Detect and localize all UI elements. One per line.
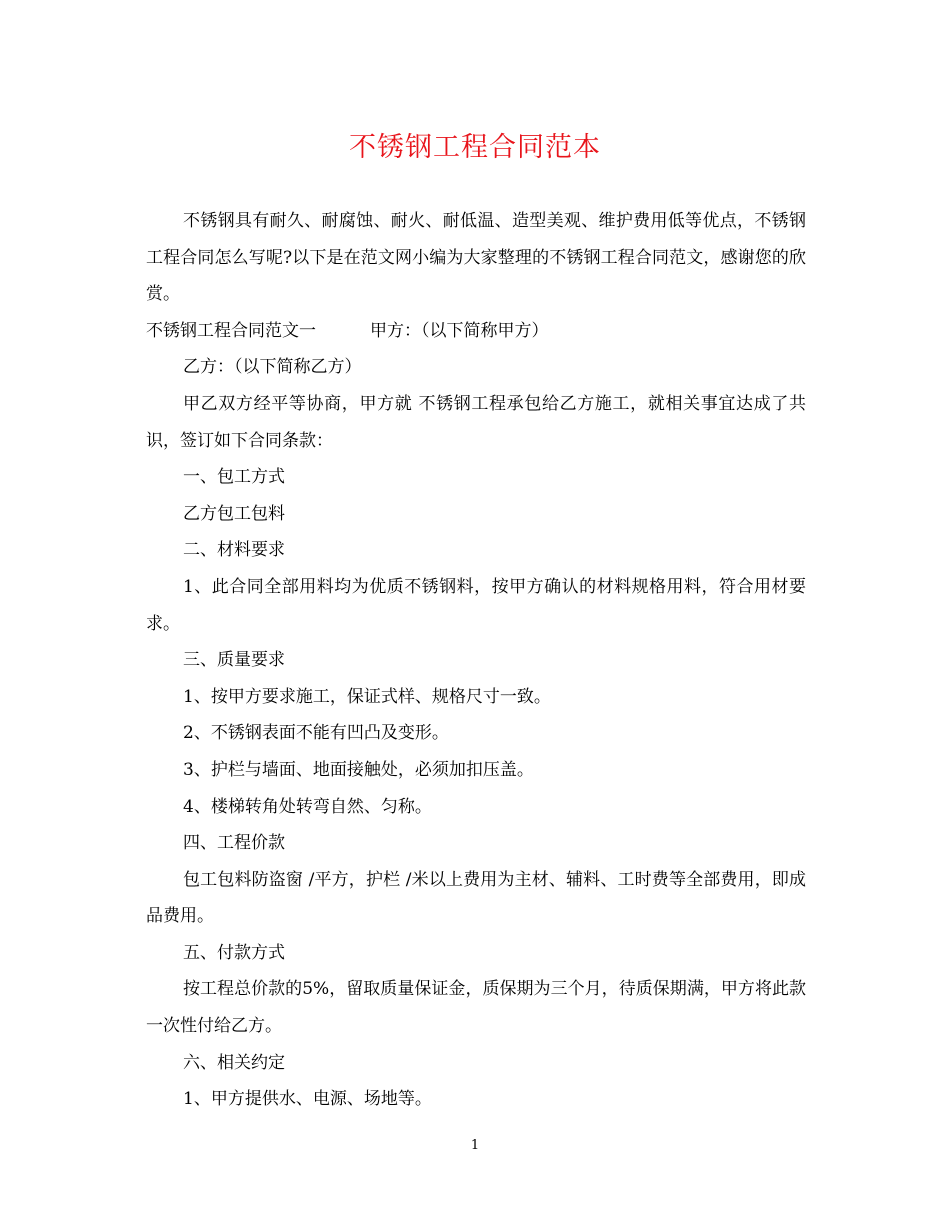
section-heading: 六、相关约定 [183, 1052, 285, 1073]
party-b-line: 乙方：（以下简称乙方） [183, 357, 362, 378]
section-heading: 五、付款方式 [183, 942, 285, 963]
clause-paragraph: 3、护栏与墙面、地面接触处，必须加扣压盖。 [183, 759, 534, 780]
clause-paragraph: 1、甲方提供水、电源、场地等。 [183, 1089, 432, 1110]
section-heading: 三、质量要求 [183, 650, 285, 671]
clause-paragraph: 4、楼梯转角处转弯自然、匀称。 [183, 796, 432, 817]
clause-paragraph: 按工程总价款的5%，留取质量保证金，质保期为三个月，待质保期满，甲方将此款一次性付给乙方。 [146, 979, 806, 1037]
clause-paragraph: 1、此合同全部用料均为优质不锈钢料，按甲方确认的材料规格用料，符合用材要求。 [146, 576, 806, 634]
party-a-line: 甲方：（以下简称甲方） [370, 320, 549, 341]
document-title: 不锈钢工程合同范本 [349, 132, 601, 163]
section-heading: 一、包工方式 [183, 467, 285, 488]
clause-paragraph: 2、不锈钢表面不能有凹凸及变形。 [183, 723, 449, 744]
clause-paragraph: 包工包料防盗窗 /平方，护栏 /米以上费用为主材、辅料、工时费等全部费用，即成品费用。 [146, 869, 806, 927]
sample-heading-line [146, 313, 806, 350]
clause-paragraph: 乙方包工包料 [183, 503, 285, 524]
page-number: 1 [470, 1138, 480, 1153]
section-heading: 四、工程价款 [183, 833, 285, 854]
clause-paragraph: 1、按甲方要求施工，保证式样、规格尺寸一致。 [183, 686, 551, 707]
agreement-paragraph: 甲乙双方经平等协商，甲方就 不锈钢工程承包给乙方施工，就相关事宜达成了共识，签订如下合同条款： [146, 393, 806, 451]
section-heading: 二、材料要求 [183, 540, 285, 561]
intro-paragraph: 不锈钢具有耐久、耐腐蚀、耐火、耐低温、造型美观、维护费用低等优点，不锈钢工程合同怎么写呢?以下是在范文网小编为大家整理的不锈钢工程合同范文，感谢您的欣赏。 [146, 211, 806, 305]
sample-heading: 不锈钢工程合同范文一 [146, 320, 316, 341]
document-body [146, 203, 806, 1118]
